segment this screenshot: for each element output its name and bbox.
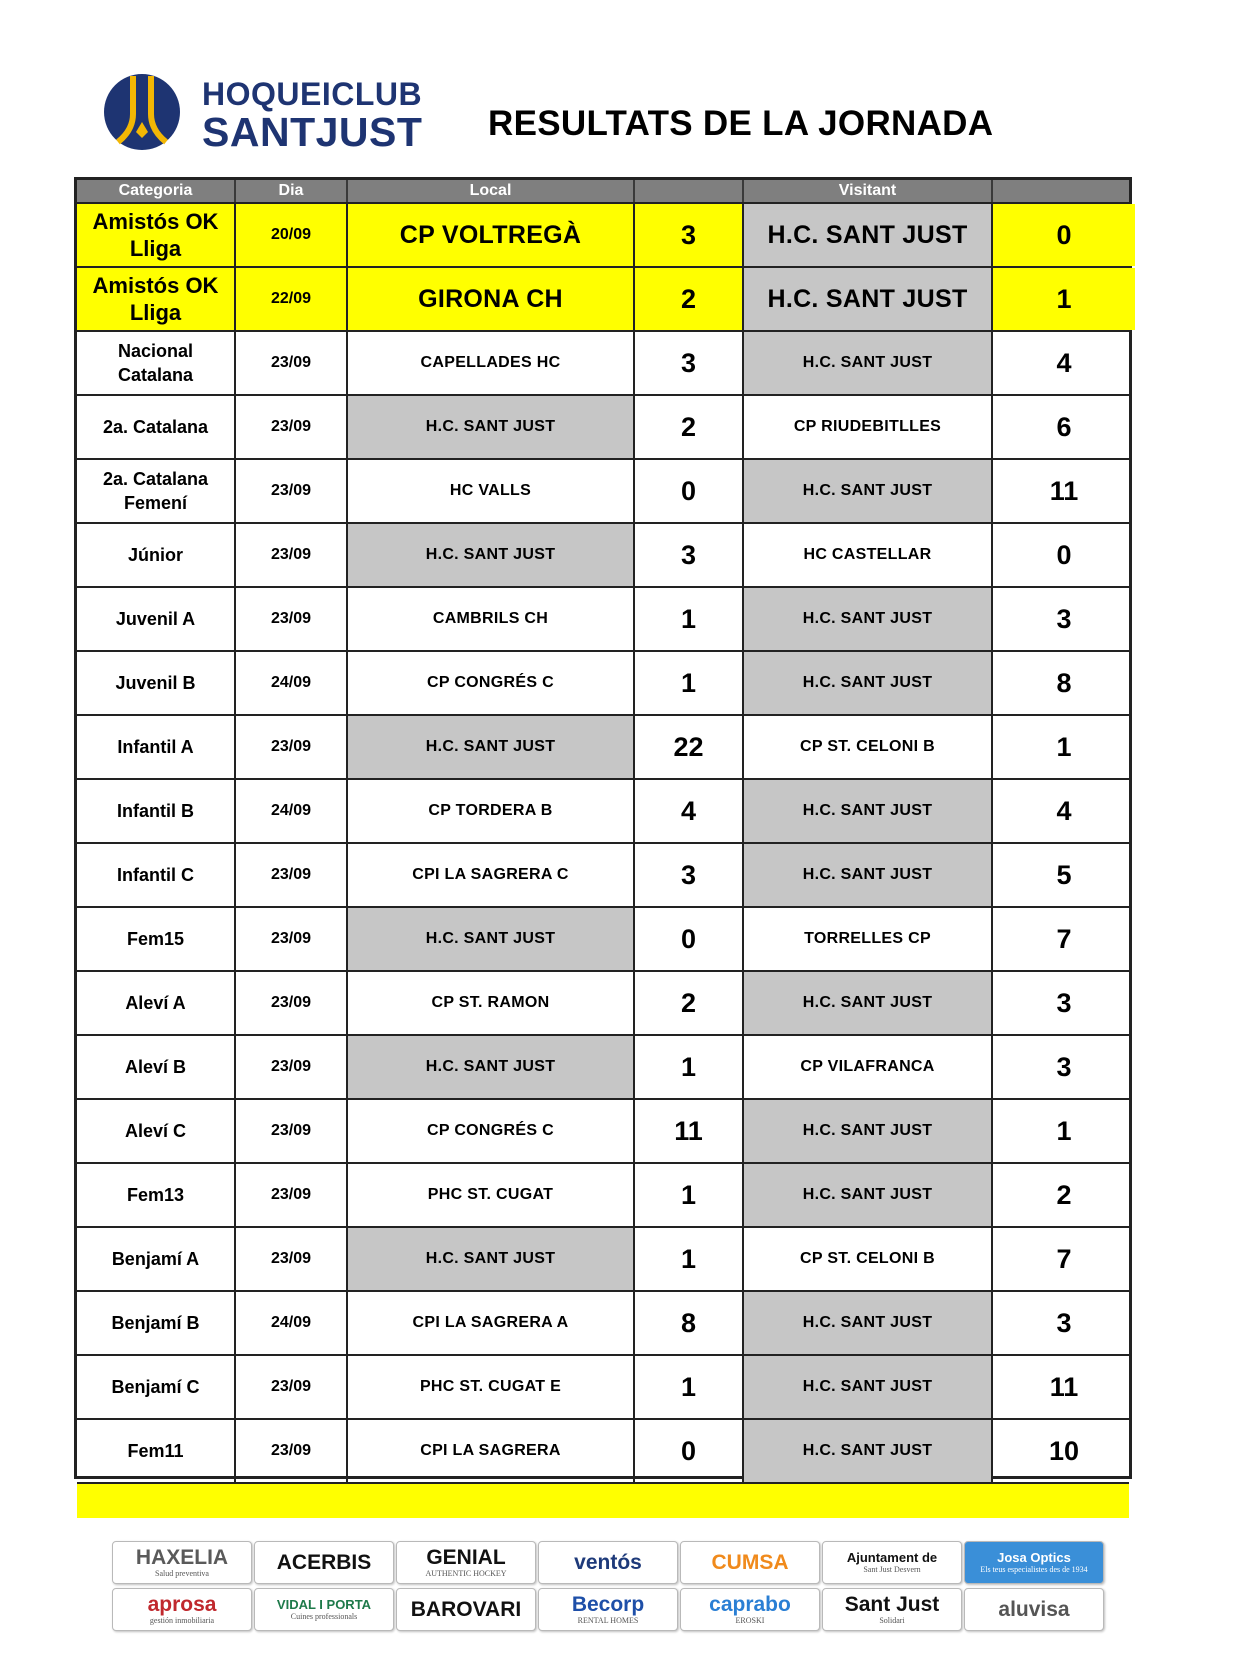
local-score-cell: 1	[635, 1228, 744, 1290]
local-team-cell: CAPELLADES HC	[348, 332, 635, 394]
sponsor-logo	[112, 1541, 252, 1584]
visitor-score-cell: 3	[1056, 1307, 1072, 1338]
category-cell: Amistós OK Lliga	[77, 268, 236, 330]
local-score-cell: 1	[635, 652, 744, 714]
local-score-cell: 1	[635, 588, 744, 650]
date-cell: 23/09	[236, 1356, 348, 1418]
sponsor-name: Josa Optics	[997, 1549, 1071, 1565]
local-score-cell: 0	[635, 1420, 744, 1482]
visitor-score-cell: 8	[1056, 667, 1072, 698]
visitor-score-cell: 3	[1056, 1051, 1072, 1082]
sponsor-name: ventós	[574, 1551, 642, 1574]
category-cell: Fem11	[77, 1420, 236, 1482]
sponsor-name: BAROVARI	[410, 1598, 522, 1621]
sponsor-logo	[538, 1541, 678, 1584]
date-cell: 23/09	[236, 460, 348, 522]
category-cell: Juvenil A	[77, 588, 236, 650]
visitor-score-cell: 3	[1056, 603, 1072, 634]
category-cell: Fem15	[77, 908, 236, 970]
sponsor-tagline: Cuines professionals	[290, 1611, 358, 1621]
table-row	[77, 1226, 1129, 1290]
results-table	[74, 177, 1132, 1479]
local-team-cell: CP TORDERA B	[348, 780, 635, 842]
visitor-score-cell: 4	[1056, 795, 1072, 826]
local-score-cell: 3	[635, 524, 744, 586]
category-cell: Benjamí A	[77, 1228, 236, 1290]
visitor-score-cell: 11	[1049, 1371, 1079, 1402]
category-cell: 2a. Catalana	[77, 396, 236, 458]
local-team-cell: H.C. SANT JUST	[348, 716, 635, 778]
table-row	[77, 1034, 1129, 1098]
visitor-team-cell: H.C. SANT JUST	[744, 1292, 993, 1354]
header-dia: Dia	[236, 180, 348, 202]
sponsor-logo	[396, 1541, 536, 1584]
date-cell: 23/09	[236, 716, 348, 778]
category-cell: Nacional Catalana	[77, 332, 236, 394]
table-row	[77, 970, 1129, 1034]
sponsor-name: aprosa	[147, 1592, 217, 1616]
sponsor-name: VIDAL I PORTA	[276, 1596, 372, 1612]
category-cell: Infantil B	[77, 780, 236, 842]
visitor-score-cell: 6	[1056, 411, 1072, 442]
visitor-team-cell: TORRELLES CP	[744, 908, 993, 970]
local-team-cell: CP ST. RAMON	[348, 972, 635, 1034]
table-row	[77, 394, 1129, 458]
table-row	[77, 1162, 1129, 1226]
table-row	[77, 1418, 1129, 1482]
table-row	[77, 842, 1129, 906]
visitor-team-cell: CP ST. CELONI B	[744, 1228, 993, 1290]
visitor-team-cell: H.C. SANT JUST	[744, 460, 993, 522]
local-team-cell: CPI LA SAGRERA C	[348, 844, 635, 906]
header-local-score	[635, 180, 744, 202]
visitor-team-cell: H.C. SANT JUST	[744, 268, 993, 330]
date-cell: 24/09	[236, 780, 348, 842]
category-cell: Juvenil B	[77, 652, 236, 714]
local-team-cell: CP CONGRÉS C	[348, 652, 635, 714]
date-cell: 23/09	[236, 588, 348, 650]
local-team-cell: CP VOLTREGÀ	[348, 204, 635, 266]
date-cell: 23/09	[236, 908, 348, 970]
date-cell: 23/09	[236, 1420, 348, 1482]
local-score-cell: 0	[635, 460, 744, 522]
local-team-cell: PHC ST. CUGAT E	[348, 1356, 635, 1418]
local-score-cell: 22	[635, 716, 744, 778]
visitor-score-cell: 3	[1056, 987, 1072, 1018]
local-team-cell: GIRONA CH	[348, 268, 635, 330]
sponsor-name: aluvisa	[998, 1598, 1070, 1621]
local-score-cell: 3	[635, 332, 744, 394]
date-cell: 23/09	[236, 1036, 348, 1098]
sponsor-logo	[822, 1588, 962, 1631]
sponsor-name: Ajuntament de	[846, 1549, 938, 1565]
local-score-cell: 1	[635, 1164, 744, 1226]
visitor-score-cell: 1	[993, 268, 1135, 330]
sponsor-tagline: RENTAL HOMES	[577, 1615, 639, 1625]
local-score-cell: 8	[635, 1292, 744, 1354]
table-row	[77, 202, 1129, 266]
local-score-cell: 3	[635, 844, 744, 906]
club-name-line2: SANTJUST	[202, 109, 423, 155]
sponsor-logo	[680, 1588, 820, 1631]
sponsor-tagline: Salud preventiva	[155, 1568, 209, 1578]
date-cell: 23/09	[236, 524, 348, 586]
visitor-team-cell: H.C. SANT JUST	[744, 588, 993, 650]
local-team-cell: H.C. SANT JUST	[348, 396, 635, 458]
sponsor-tagline: AUTHENTIC HOCKEY	[425, 1568, 507, 1578]
table-row	[77, 650, 1129, 714]
sponsor-tagline: EROSKI	[735, 1615, 765, 1625]
local-score-cell: 1	[635, 1036, 744, 1098]
visitor-score-cell: 11	[1049, 475, 1079, 506]
visitor-team-cell: H.C. SANT JUST	[744, 1420, 993, 1482]
visitor-team-cell: CP VILAFRANCA	[744, 1036, 993, 1098]
table-row	[77, 458, 1129, 522]
table-row	[77, 714, 1129, 778]
table-row	[77, 266, 1129, 330]
club-logo	[98, 72, 428, 158]
sponsor-logo	[964, 1588, 1104, 1631]
category-cell: Aleví C	[77, 1100, 236, 1162]
sponsor-name: Becorp	[571, 1592, 645, 1616]
visitor-team-cell: H.C. SANT JUST	[744, 1164, 993, 1226]
sponsor-tagline: Sant Just Desvern	[863, 1564, 921, 1574]
visitor-team-cell: HC CASTELLAR	[744, 524, 993, 586]
category-cell: Fem13	[77, 1164, 236, 1226]
sponsor-logo	[538, 1588, 678, 1631]
visitor-score-cell: 0	[1056, 539, 1072, 570]
sponsor-name: GENIAL	[426, 1545, 506, 1569]
header-visitant: Visitant	[744, 180, 993, 202]
sponsor-grid	[112, 1541, 1104, 1631]
sponsor-logo	[254, 1588, 394, 1631]
sponsor-name: Sant Just	[844, 1592, 940, 1616]
date-cell: 23/09	[236, 844, 348, 906]
visitor-team-cell: H.C. SANT JUST	[744, 652, 993, 714]
table-row	[77, 906, 1129, 970]
visitor-team-cell: H.C. SANT JUST	[744, 844, 993, 906]
table-row	[77, 330, 1129, 394]
visitor-team-cell: H.C. SANT JUST	[744, 204, 993, 266]
sponsor-logo	[396, 1588, 536, 1631]
sponsor-tagline: Solidari	[879, 1615, 905, 1625]
visitor-score-cell: 2	[1056, 1179, 1072, 1210]
sponsor-logo	[112, 1588, 252, 1631]
date-cell: 23/09	[236, 332, 348, 394]
local-score-cell: 3	[635, 204, 744, 266]
category-cell: Infantil A	[77, 716, 236, 778]
club-name-line1: HOQUEICLUB	[202, 76, 423, 112]
local-score-cell: 1	[635, 1356, 744, 1418]
date-cell: 23/09	[236, 972, 348, 1034]
local-team-cell: CP CONGRÉS C	[348, 1100, 635, 1162]
table-row	[77, 1290, 1129, 1354]
local-team-cell: H.C. SANT JUST	[348, 908, 635, 970]
visitor-team-cell: H.C. SANT JUST	[744, 972, 993, 1034]
local-team-cell: H.C. SANT JUST	[348, 524, 635, 586]
visitor-score-cell: 0	[993, 204, 1135, 266]
category-cell: Aleví B	[77, 1036, 236, 1098]
local-score-cell: 0	[635, 908, 744, 970]
sponsor-tagline: Els teus especialistes des de 1934	[980, 1564, 1088, 1574]
sponsor-logo	[254, 1541, 394, 1584]
visitor-team-cell: H.C. SANT JUST	[744, 780, 993, 842]
local-team-cell: CPI LA SAGRERA	[348, 1420, 635, 1482]
club-crest-icon	[98, 72, 190, 156]
club-wordmark	[202, 78, 422, 153]
sponsor-name: CUMSA	[711, 1551, 789, 1574]
local-score-cell: 2	[635, 268, 744, 330]
table-header	[77, 180, 1129, 202]
local-team-cell: CAMBRILS CH	[348, 588, 635, 650]
local-score-cell: 4	[635, 780, 744, 842]
date-cell: 22/09	[236, 268, 348, 330]
visitor-team-cell: CP RIUDEBITLLES	[744, 396, 993, 458]
category-cell: Júnior	[77, 524, 236, 586]
table-row	[77, 1354, 1129, 1418]
table-body	[77, 202, 1129, 1482]
category-cell: Benjamí C	[77, 1356, 236, 1418]
local-score-cell: 11	[635, 1100, 744, 1162]
table-row	[77, 778, 1129, 842]
visitor-score-cell: 5	[1056, 859, 1072, 890]
sponsor-name: caprabo	[709, 1592, 791, 1616]
sponsor-logo	[822, 1541, 962, 1584]
category-cell: Aleví A	[77, 972, 236, 1034]
table-footer-band	[77, 1482, 1129, 1518]
date-cell: 24/09	[236, 652, 348, 714]
date-cell: 23/09	[236, 1164, 348, 1226]
date-cell: 23/09	[236, 1228, 348, 1290]
table-row	[77, 586, 1129, 650]
header-local: Local	[348, 180, 635, 202]
category-cell: Benjamí B	[77, 1292, 236, 1354]
visitor-score-cell: 4	[1056, 347, 1072, 378]
date-cell: 24/09	[236, 1292, 348, 1354]
sponsor-name: ACERBIS	[276, 1551, 372, 1574]
local-score-cell: 2	[635, 396, 744, 458]
table-row	[77, 522, 1129, 586]
visitor-score-cell: 1	[1056, 1115, 1072, 1146]
local-score-cell: 2	[635, 972, 744, 1034]
category-cell: 2a. Catalana Femení	[77, 460, 236, 522]
sponsor-name: HAXELIA	[135, 1545, 229, 1569]
visitor-team-cell: CP ST. CELONI B	[744, 716, 993, 778]
sponsor-logo	[680, 1541, 820, 1584]
visitor-score-cell: 7	[1056, 1243, 1072, 1274]
header-categoria: Categoria	[77, 180, 236, 202]
category-cell: Infantil C	[77, 844, 236, 906]
table-row	[77, 1098, 1129, 1162]
category-cell: Amistós OK Lliga	[77, 204, 236, 266]
sponsor-logo	[964, 1541, 1104, 1584]
visitor-score-cell: 7	[1056, 923, 1072, 954]
visitor-team-cell: H.C. SANT JUST	[744, 1356, 993, 1418]
visitor-score-cell: 1	[1056, 731, 1072, 762]
header-visitant-score	[993, 180, 1135, 202]
local-team-cell: CPI LA SAGRERA A	[348, 1292, 635, 1354]
local-team-cell: PHC ST. CUGAT	[348, 1164, 635, 1226]
visitor-team-cell: H.C. SANT JUST	[744, 332, 993, 394]
sponsor-tagline: gestión inmobiliaria	[149, 1615, 215, 1625]
date-cell: 20/09	[236, 204, 348, 266]
local-team-cell: H.C. SANT JUST	[348, 1228, 635, 1290]
visitor-team-cell: H.C. SANT JUST	[744, 1100, 993, 1162]
date-cell: 23/09	[236, 1100, 348, 1162]
visitor-score-cell: 10	[1048, 1435, 1080, 1466]
local-team-cell: HC VALLS	[348, 460, 635, 522]
page-title: RESULTATS DE LA JORNADA	[488, 104, 994, 143]
local-team-cell: H.C. SANT JUST	[348, 1036, 635, 1098]
date-cell: 23/09	[236, 396, 348, 458]
